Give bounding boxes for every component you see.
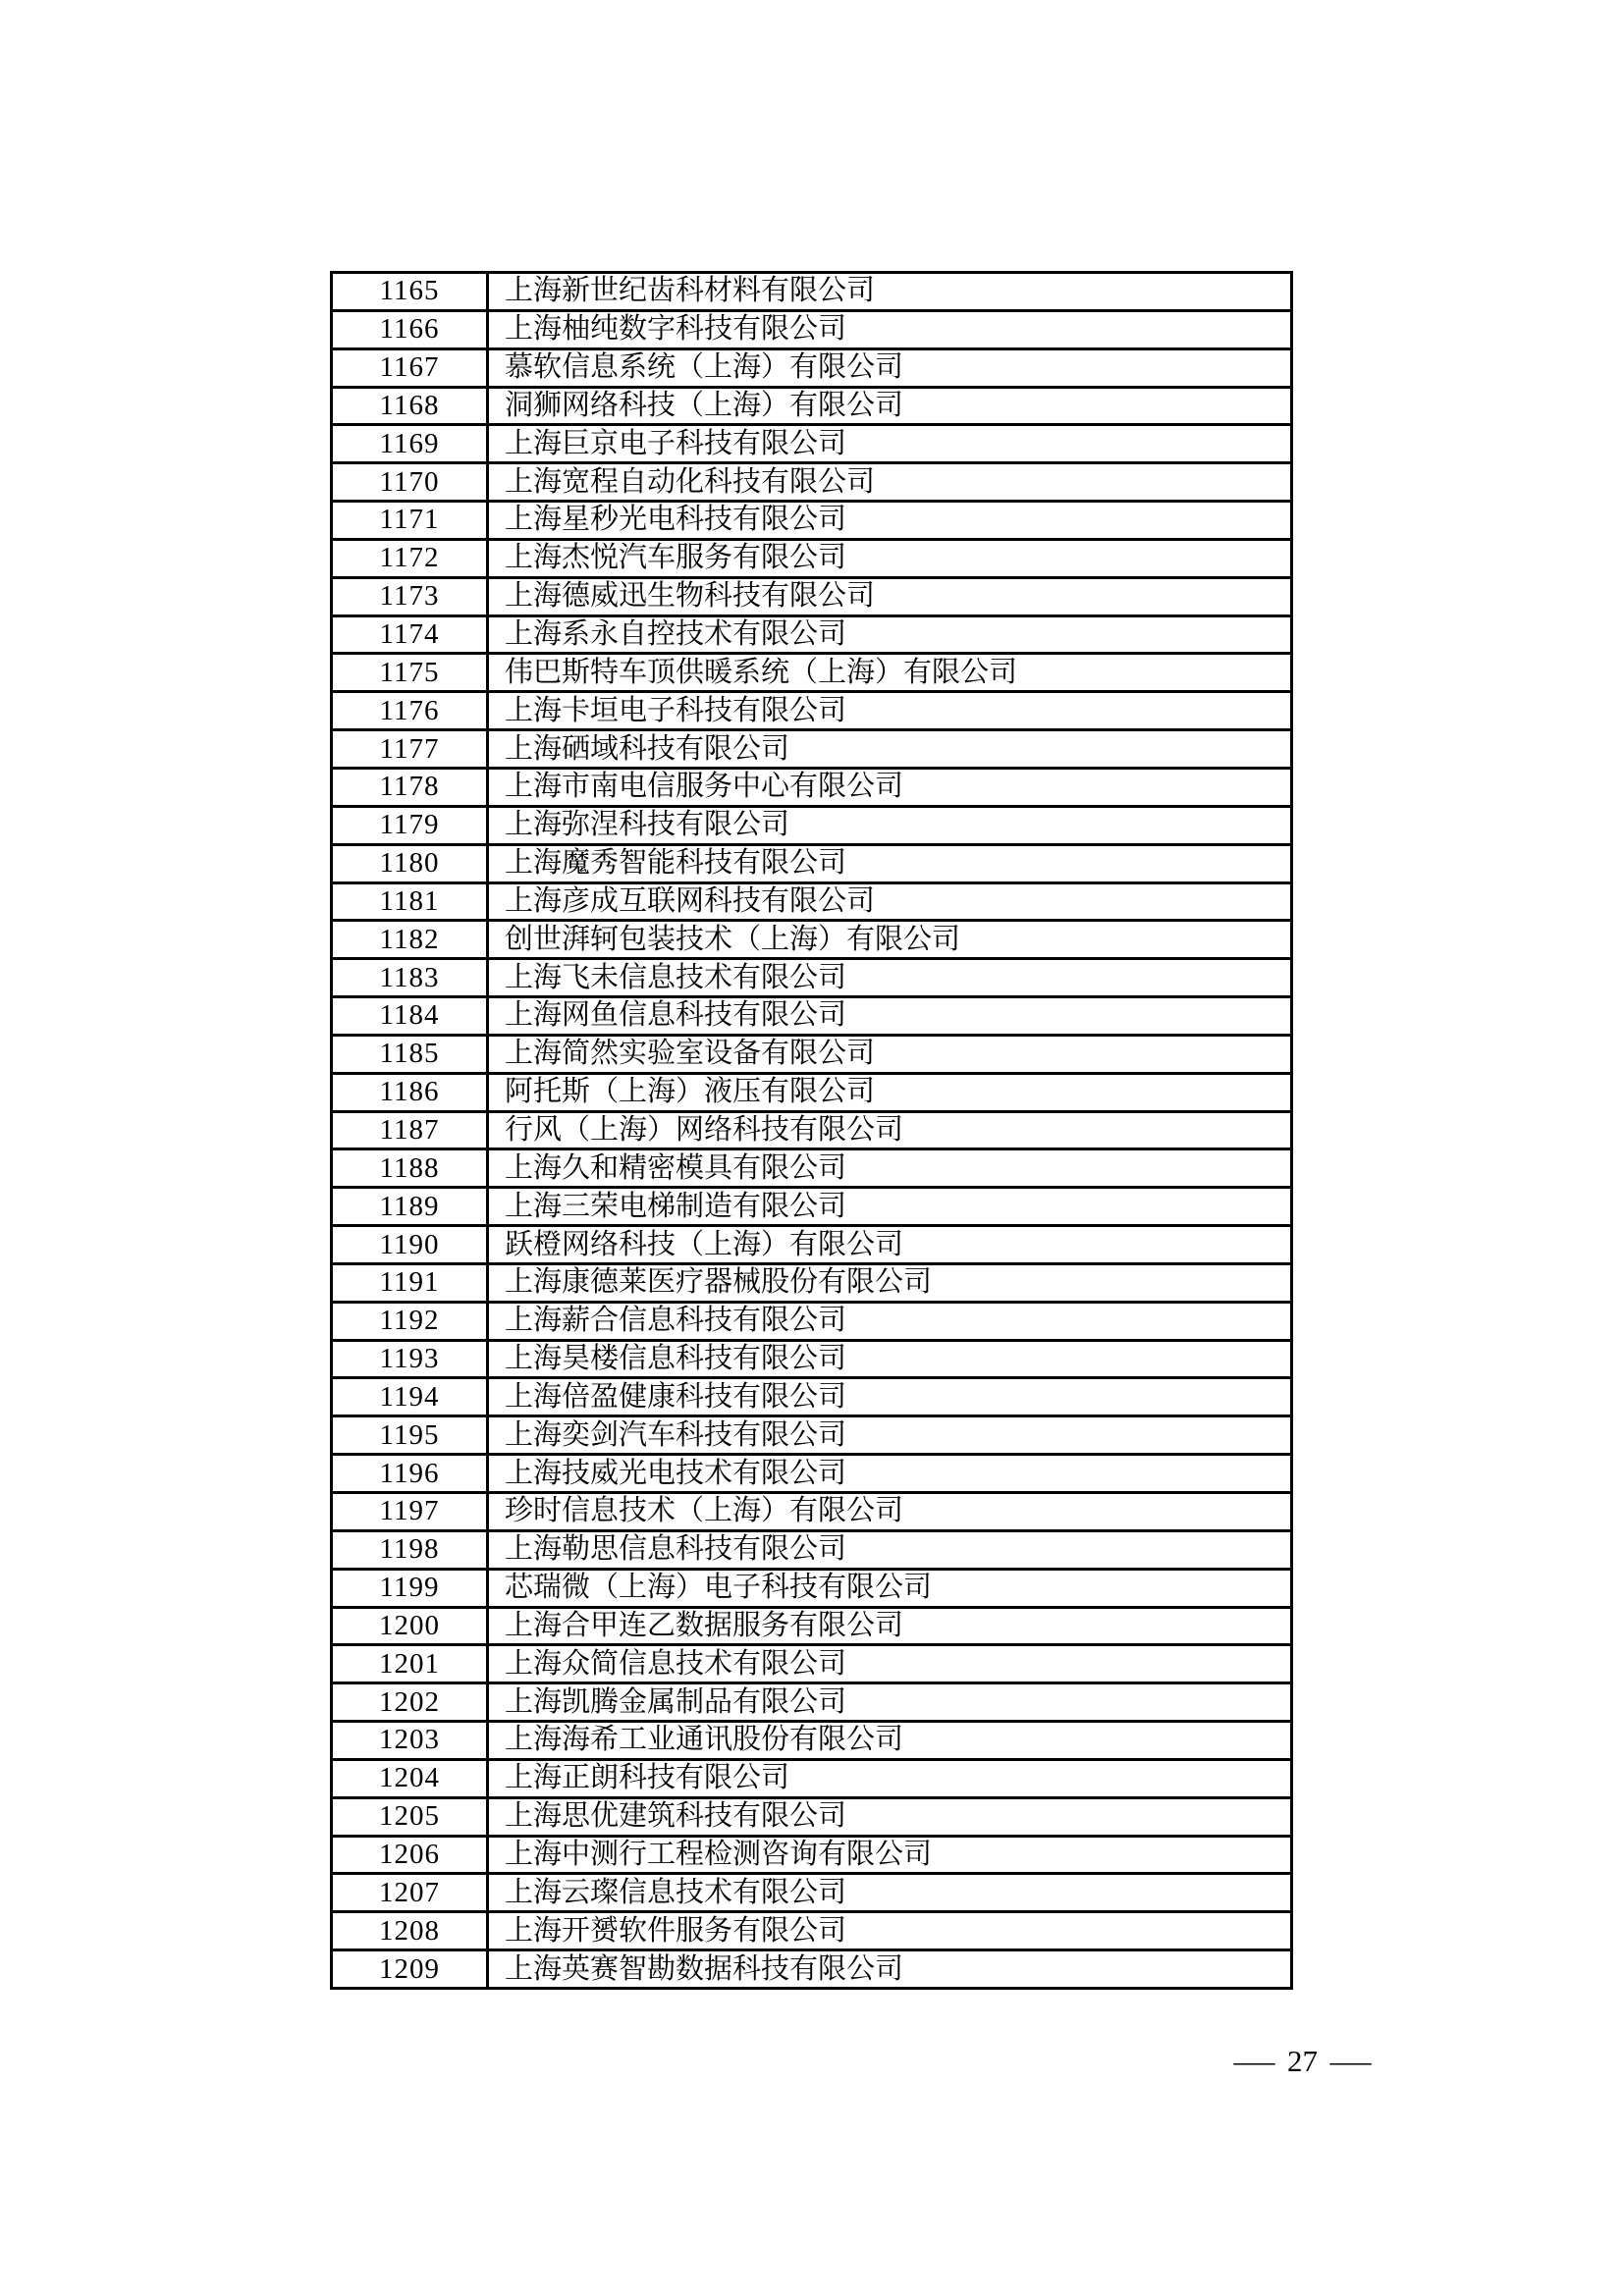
company-name-cell: 上海海希工业通讯股份有限公司 (488, 1722, 1292, 1760)
row-number-cell: 1203 (332, 1722, 488, 1760)
row-number-cell: 1204 (332, 1759, 488, 1797)
table-row (332, 387, 1292, 425)
company-name-cell: 行风（上海）网络科技有限公司 (488, 1111, 1292, 1149)
company-name-cell: 上海宽程自动化科技有限公司 (488, 463, 1292, 502)
company-name-cell: 上海开赟软件服务有限公司 (488, 1912, 1292, 1950)
row-number-cell: 1197 (332, 1493, 488, 1531)
table-row (332, 921, 1292, 959)
table-row (332, 1378, 1292, 1416)
table-row (332, 1645, 1292, 1683)
table-row (332, 1950, 1292, 1989)
table-row (332, 1683, 1292, 1722)
table-row (332, 1607, 1292, 1645)
company-name-cell: 伟巴斯特车顶供暖系统（上海）有限公司 (488, 654, 1292, 692)
company-name-cell: 上海英赛智勘数据科技有限公司 (488, 1950, 1292, 1989)
row-number-cell: 1174 (332, 615, 488, 654)
row-number-cell: 1180 (332, 844, 488, 882)
table-row (332, 1797, 1292, 1836)
company-name-cell: 上海系永自控技术有限公司 (488, 615, 1292, 654)
row-number-cell: 1187 (332, 1111, 488, 1149)
company-name-cell: 上海技威光电技术有限公司 (488, 1455, 1292, 1493)
company-name-cell: 上海三荣电梯制造有限公司 (488, 1188, 1292, 1226)
table-row (332, 615, 1292, 654)
table-row (332, 1263, 1292, 1302)
row-number-cell: 1191 (332, 1263, 488, 1302)
company-name-cell: 上海众简信息技术有限公司 (488, 1645, 1292, 1683)
company-name-cell: 上海彦成互联网科技有限公司 (488, 882, 1292, 921)
row-number-cell: 1171 (332, 502, 488, 540)
table-row (332, 1035, 1292, 1073)
company-name-cell: 上海勒思信息科技有限公司 (488, 1530, 1292, 1569)
company-name-cell: 上海合甲连乙数据服务有限公司 (488, 1607, 1292, 1645)
row-number-cell: 1186 (332, 1073, 488, 1111)
table-row (332, 463, 1292, 502)
row-number-cell: 1205 (332, 1797, 488, 1836)
table-row (332, 502, 1292, 540)
table-row (332, 1912, 1292, 1950)
row-number-cell: 1195 (332, 1416, 488, 1455)
table-row (332, 844, 1292, 882)
table-row (332, 1455, 1292, 1493)
table-row (332, 692, 1292, 730)
company-name-cell: 上海奕剑汽车科技有限公司 (488, 1416, 1292, 1455)
row-number-cell: 1184 (332, 997, 488, 1036)
page-footer (1233, 2044, 1426, 2079)
company-name-cell: 上海网鱼信息科技有限公司 (488, 997, 1292, 1036)
row-number-cell: 1196 (332, 1455, 488, 1493)
company-name-cell: 上海正朗科技有限公司 (488, 1759, 1292, 1797)
row-number-cell: 1200 (332, 1607, 488, 1645)
row-number-cell: 1202 (332, 1683, 488, 1722)
table-row (332, 577, 1292, 615)
table-row (332, 1759, 1292, 1797)
table-row (332, 1416, 1292, 1455)
row-number-cell: 1166 (332, 310, 488, 348)
company-name-cell: 上海凯腾金属制品有限公司 (488, 1683, 1292, 1722)
table-row (332, 1226, 1292, 1264)
company-name-cell: 上海市南电信服务中心有限公司 (488, 768, 1292, 806)
company-name-cell: 上海昊楼信息科技有限公司 (488, 1340, 1292, 1378)
row-number-cell: 1193 (332, 1340, 488, 1378)
row-number-cell: 1167 (332, 348, 488, 387)
row-number-cell: 1181 (332, 882, 488, 921)
row-number-cell: 1176 (332, 692, 488, 730)
row-number-cell: 1206 (332, 1836, 488, 1874)
table-row (332, 768, 1292, 806)
footer-left-dash: — (1233, 2044, 1275, 2078)
company-name-cell: 上海杰悦汽车服务有限公司 (488, 539, 1292, 577)
table-row (332, 1188, 1292, 1226)
table-row (332, 273, 1292, 311)
company-name-cell: 创世湃轲包装技术（上海）有限公司 (488, 921, 1292, 959)
company-table (330, 271, 1293, 1990)
company-table-body (332, 273, 1292, 1989)
table-row (332, 348, 1292, 387)
footer-right-dash: — (1329, 2044, 1372, 2078)
page-number: 27 (1287, 2044, 1318, 2078)
row-number-cell: 1177 (332, 730, 488, 769)
company-name-cell: 上海薪合信息科技有限公司 (488, 1302, 1292, 1340)
row-number-cell: 1173 (332, 577, 488, 615)
company-name-cell: 慕软信息系统（上海）有限公司 (488, 348, 1292, 387)
row-number-cell: 1199 (332, 1569, 488, 1607)
table-row (332, 997, 1292, 1036)
row-number-cell: 1201 (332, 1645, 488, 1683)
company-name-cell: 上海硒域科技有限公司 (488, 730, 1292, 769)
row-number-cell: 1207 (332, 1874, 488, 1912)
table-row (332, 1493, 1292, 1531)
row-number-cell: 1198 (332, 1530, 488, 1569)
company-name-cell: 跃橙网络科技（上海）有限公司 (488, 1226, 1292, 1264)
table-row (332, 1149, 1292, 1188)
table-row (332, 1874, 1292, 1912)
company-name-cell: 上海倍盈健康科技有限公司 (488, 1378, 1292, 1416)
table-row (332, 539, 1292, 577)
company-name-cell: 上海魔秀智能科技有限公司 (488, 844, 1292, 882)
company-name-cell: 上海简然实验室设备有限公司 (488, 1035, 1292, 1073)
company-name-cell: 上海久和精密模具有限公司 (488, 1149, 1292, 1188)
company-name-cell: 上海思优建筑科技有限公司 (488, 1797, 1292, 1836)
row-number-cell: 1192 (332, 1302, 488, 1340)
row-number-cell: 1188 (332, 1149, 488, 1188)
table-row (332, 959, 1292, 997)
company-name-cell: 上海德威迅生物科技有限公司 (488, 577, 1292, 615)
company-name-cell: 上海卡垣电子科技有限公司 (488, 692, 1292, 730)
company-name-cell: 上海弥涅科技有限公司 (488, 806, 1292, 844)
row-number-cell: 1185 (332, 1035, 488, 1073)
company-name-cell: 上海中测行工程检测咨询有限公司 (488, 1836, 1292, 1874)
company-name-cell: 上海飞未信息技术有限公司 (488, 959, 1292, 997)
company-name-cell: 珍时信息技术（上海）有限公司 (488, 1493, 1292, 1531)
table-row (332, 310, 1292, 348)
row-number-cell: 1169 (332, 425, 488, 463)
row-number-cell: 1172 (332, 539, 488, 577)
table-row (332, 806, 1292, 844)
row-number-cell: 1194 (332, 1378, 488, 1416)
table-row (332, 1722, 1292, 1760)
row-number-cell: 1179 (332, 806, 488, 844)
table-row (332, 654, 1292, 692)
table-row (332, 730, 1292, 769)
table-row (332, 882, 1292, 921)
table-row (332, 1836, 1292, 1874)
table-row (332, 1530, 1292, 1569)
table-row (332, 425, 1292, 463)
table-row (332, 1340, 1292, 1378)
row-number-cell: 1175 (332, 654, 488, 692)
company-name-cell: 上海康德莱医疗器械股份有限公司 (488, 1263, 1292, 1302)
company-name-cell: 上海巨京电子科技有限公司 (488, 425, 1292, 463)
row-number-cell: 1189 (332, 1188, 488, 1226)
table-row (332, 1569, 1292, 1607)
row-number-cell: 1168 (332, 387, 488, 425)
company-name-cell: 芯瑞微（上海）电子科技有限公司 (488, 1569, 1292, 1607)
company-name-cell: 洞狮网络科技（上海）有限公司 (488, 387, 1292, 425)
company-name-cell: 上海星秒光电科技有限公司 (488, 502, 1292, 540)
row-number-cell: 1208 (332, 1912, 488, 1950)
row-number-cell: 1209 (332, 1950, 488, 1989)
row-number-cell: 1165 (332, 273, 488, 311)
company-name-cell: 上海新世纪齿科材料有限公司 (488, 273, 1292, 311)
table-row (332, 1302, 1292, 1340)
row-number-cell: 1183 (332, 959, 488, 997)
row-number-cell: 1170 (332, 463, 488, 502)
company-name-cell: 阿托斯（上海）液压有限公司 (488, 1073, 1292, 1111)
table-row (332, 1111, 1292, 1149)
company-name-cell: 上海云璨信息技术有限公司 (488, 1874, 1292, 1912)
row-number-cell: 1178 (332, 768, 488, 806)
row-number-cell: 1182 (332, 921, 488, 959)
row-number-cell: 1190 (332, 1226, 488, 1264)
company-name-cell: 上海柚纯数字科技有限公司 (488, 310, 1292, 348)
table-row (332, 1073, 1292, 1111)
